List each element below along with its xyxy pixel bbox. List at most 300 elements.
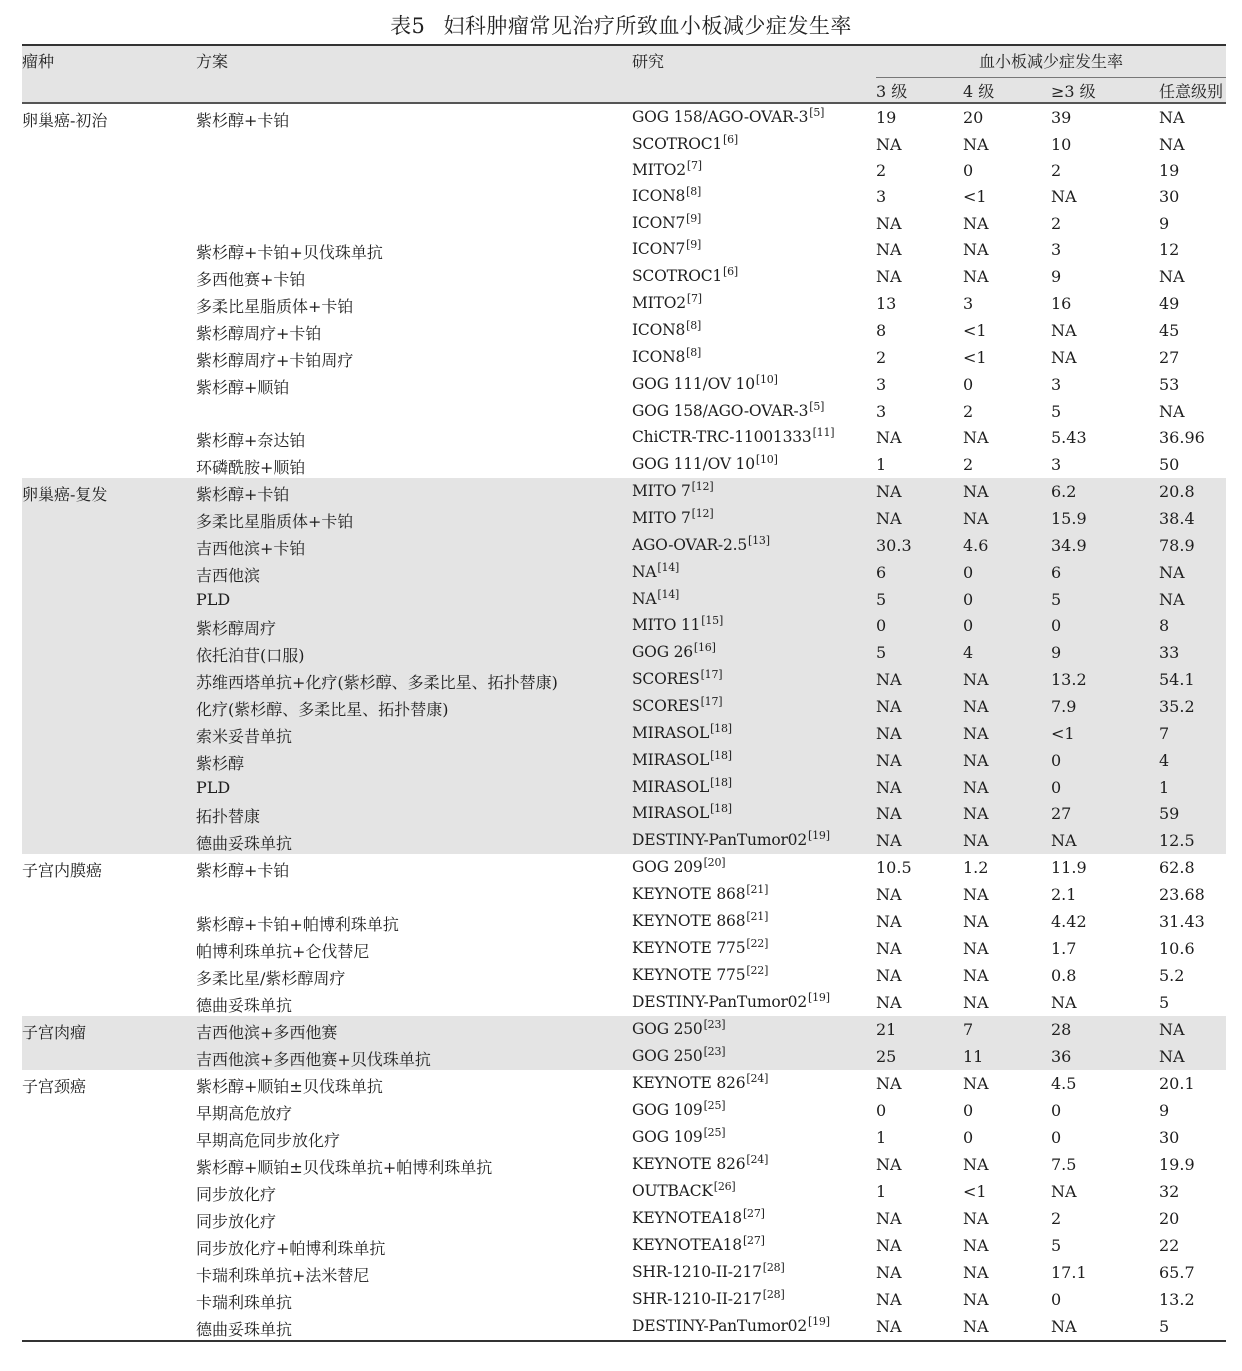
cell-grade3: NA bbox=[876, 427, 902, 447]
study-name: ICON7 bbox=[632, 239, 686, 258]
cell-grade4: NA bbox=[963, 666, 1051, 693]
cell-grade4: NA bbox=[963, 693, 1051, 720]
cell-grade3: 8 bbox=[876, 320, 887, 340]
study-name: KEYNOTE 868 bbox=[632, 885, 746, 904]
cell-study bbox=[632, 505, 876, 532]
cell-any-grade: 53 bbox=[1159, 374, 1180, 394]
cell-tumor bbox=[22, 505, 196, 532]
study-name: ICON8 bbox=[632, 187, 686, 206]
cell-tumor bbox=[22, 451, 196, 478]
cell-any-grade: 12 bbox=[1159, 239, 1180, 259]
cell-any-grade: 35.2 bbox=[1159, 693, 1226, 720]
cell-grade-ge3: 7.5 bbox=[1051, 1154, 1077, 1174]
cell-grade4: 0 bbox=[963, 1100, 974, 1120]
table-caption bbox=[0, 10, 1242, 40]
cell-grade3: NA bbox=[876, 800, 963, 827]
study-name: ICON8 bbox=[632, 320, 686, 339]
study-name: MIRASOL bbox=[632, 751, 710, 770]
table-row bbox=[22, 398, 1226, 424]
cell-grade3: 2 bbox=[876, 161, 887, 181]
cell-grade4: NA bbox=[963, 427, 989, 447]
table-row bbox=[22, 1205, 1226, 1232]
cell-grade-ge3: 10 bbox=[1051, 135, 1072, 154]
cell-grade-ge3: 17.1 bbox=[1051, 1262, 1087, 1282]
table-row bbox=[22, 612, 1226, 639]
reference-citation: [24] bbox=[746, 1071, 769, 1085]
reference-citation: [6] bbox=[723, 133, 739, 146]
reference-citation: [9] bbox=[686, 211, 702, 225]
cell-any-grade: 22 bbox=[1159, 1235, 1180, 1255]
cell-grade-ge3: 0 bbox=[1051, 774, 1159, 800]
table-row bbox=[22, 1016, 1226, 1043]
table-row bbox=[22, 371, 1226, 398]
cell-tumor bbox=[22, 1313, 196, 1341]
cell-study bbox=[632, 720, 876, 747]
cell-grade4: NA bbox=[963, 965, 989, 985]
cell-grade3: NA bbox=[876, 693, 963, 720]
cell-grade4: NA bbox=[963, 827, 1051, 854]
reference-citation: [17] bbox=[700, 695, 723, 709]
cell-grade4: NA bbox=[963, 992, 989, 1012]
cell-grade-ge3: 3 bbox=[1051, 374, 1062, 394]
cell-grade4: <1 bbox=[963, 1181, 987, 1201]
cell-grade3: 25 bbox=[876, 1043, 963, 1070]
cell-grade4: NA bbox=[963, 911, 989, 931]
study-name: GOG 111/OV 10 bbox=[632, 454, 755, 473]
cell-grade-ge3: 5 bbox=[1051, 586, 1159, 612]
reference-citation: [7] bbox=[686, 159, 702, 173]
reference-citation: [25] bbox=[703, 1125, 726, 1139]
study-name: NA bbox=[632, 562, 657, 581]
incidence-table bbox=[22, 44, 1226, 1342]
study-name: KEYNOTE 826 bbox=[632, 1154, 746, 1173]
study-name: KEYNOTE 826 bbox=[632, 1073, 746, 1092]
cell-grade-ge3: NA bbox=[1051, 187, 1077, 207]
study-name: MIRASOL bbox=[632, 804, 710, 823]
cell-tumor bbox=[22, 612, 196, 639]
study-name: GOG 26 bbox=[632, 643, 693, 662]
cell-tumor bbox=[22, 424, 196, 451]
study-name: GOG 250 bbox=[632, 1019, 703, 1038]
cell-grade-ge3: 34.9 bbox=[1051, 532, 1159, 559]
table-row bbox=[22, 236, 1226, 263]
cell-tumor bbox=[22, 774, 196, 800]
cell-grade-ge3: 36 bbox=[1051, 1043, 1159, 1070]
cell-grade4: NA bbox=[963, 1154, 989, 1174]
cell-regimen bbox=[196, 131, 632, 157]
cell-grade4: NA bbox=[963, 239, 989, 259]
reference-citation: [17] bbox=[700, 668, 723, 682]
cell-study bbox=[632, 1205, 876, 1232]
cell-tumor bbox=[22, 1097, 196, 1124]
table-row bbox=[22, 157, 1226, 183]
table-row bbox=[22, 1124, 1226, 1151]
study-name: MITO2 bbox=[632, 293, 686, 312]
cell-tumor bbox=[22, 989, 196, 1016]
cell-regimen: 帕博利珠单抗+仑伐替尼 bbox=[196, 941, 370, 961]
table-row bbox=[22, 559, 1226, 586]
cell-grade4: 20 bbox=[963, 108, 984, 127]
cell-grade4: NA bbox=[963, 938, 989, 958]
cell-grade3: 1 bbox=[876, 1127, 887, 1147]
cell-grade-ge3: NA bbox=[1051, 347, 1077, 367]
cell-study bbox=[632, 532, 876, 559]
study-name: GOG 111/OV 10 bbox=[632, 374, 755, 393]
cell-regimen: 吉西他滨+多西他赛+贝伐珠单抗 bbox=[196, 1043, 632, 1070]
reference-citation: [23] bbox=[703, 1017, 726, 1031]
reference-citation: [13] bbox=[748, 533, 770, 547]
cell-regimen: 紫杉醇周疗+卡铂 bbox=[196, 323, 322, 343]
table-row bbox=[22, 586, 1226, 612]
study-name: KEYNOTE 868 bbox=[632, 911, 746, 930]
cell-grade-ge3: NA bbox=[1051, 827, 1159, 854]
study-name: GOG 158/AGO-OVAR-3 bbox=[632, 401, 809, 420]
cell-regimen: 紫杉醇+卡铂 bbox=[196, 111, 290, 130]
cell-any-grade: NA bbox=[1159, 1043, 1226, 1070]
cell-regimen: PLD bbox=[196, 774, 632, 800]
cell-study bbox=[632, 881, 876, 907]
cell-grade3: NA bbox=[876, 266, 902, 286]
cell-regimen: 吉西他滨+多西他赛 bbox=[196, 1016, 632, 1043]
cell-grade-ge3: 9 bbox=[1051, 266, 1062, 286]
study-name: ICON7 bbox=[632, 213, 686, 232]
table-row bbox=[22, 1232, 1226, 1259]
cell-grade3: 0 bbox=[876, 1100, 887, 1120]
cell-any-grade: 20 bbox=[1159, 1208, 1180, 1228]
cell-grade-ge3: 3 bbox=[1051, 239, 1062, 259]
table-row bbox=[22, 962, 1226, 989]
study-name: SCORES bbox=[632, 670, 700, 689]
table-row bbox=[22, 720, 1226, 747]
reference-citation: [7] bbox=[686, 291, 702, 305]
cell-grade-ge3: 11.9 bbox=[1051, 858, 1087, 878]
cell-any-grade: 4 bbox=[1159, 747, 1226, 774]
cell-regimen: 索米妥昔单抗 bbox=[196, 720, 632, 747]
study-name: SCOTROC1 bbox=[632, 135, 723, 153]
cell-grade-ge3: 3 bbox=[1051, 454, 1062, 474]
cell-any-grade: NA bbox=[1159, 108, 1185, 127]
study-name: SHR-1210-II-217 bbox=[632, 1262, 762, 1281]
cell-grade3: NA bbox=[876, 1073, 902, 1093]
cell-regimen: 苏维西塔单抗+化疗(紫杉醇、多柔比星、拓扑替康) bbox=[196, 666, 632, 693]
cell-tumor: 子宫颈癌 bbox=[22, 1076, 87, 1096]
cell-grade3: NA bbox=[876, 135, 902, 154]
cell-study bbox=[632, 1259, 876, 1286]
cell-grade4: NA bbox=[963, 505, 1051, 532]
study-name: MIRASOL bbox=[632, 724, 710, 743]
cell-regimen: 拓扑替康 bbox=[196, 800, 632, 827]
cell-any-grade: 31.43 bbox=[1159, 911, 1205, 931]
study-name: KEYNOTEA18 bbox=[632, 1235, 742, 1254]
cell-regimen bbox=[196, 157, 632, 183]
cell-tumor bbox=[22, 532, 196, 559]
cell-tumor bbox=[22, 1043, 196, 1070]
reference-citation: [28] bbox=[762, 1260, 785, 1274]
cell-grade4: <1 bbox=[963, 320, 987, 340]
cell-any-grade: 20.8 bbox=[1159, 478, 1226, 505]
cell-any-grade: 9 bbox=[1159, 1100, 1170, 1120]
cell-grade-ge3: 0 bbox=[1051, 747, 1159, 774]
cell-grade4: NA bbox=[963, 478, 1051, 505]
table-row bbox=[22, 747, 1226, 774]
study-name: GOG 109 bbox=[632, 1127, 703, 1146]
cell-any-grade: 5 bbox=[1159, 1313, 1226, 1341]
cell-grade-ge3: 5 bbox=[1051, 1235, 1062, 1255]
cell-grade3: NA bbox=[876, 965, 902, 985]
study-name: NA bbox=[632, 589, 657, 608]
cell-grade4: NA bbox=[963, 266, 989, 286]
cell-grade3: 19 bbox=[876, 108, 897, 127]
header-regimen: 方案 bbox=[196, 45, 632, 103]
cell-regimen: 紫杉醇+奈达铂 bbox=[196, 430, 306, 450]
study-name: AGO-OVAR-2.5 bbox=[632, 535, 748, 554]
cell-tumor bbox=[22, 290, 196, 317]
cell-regimen: 紫杉醇+卡铂+贝伐珠单抗 bbox=[196, 242, 383, 262]
cell-any-grade: 65.7 bbox=[1159, 1262, 1195, 1282]
reference-citation: [15] bbox=[701, 614, 724, 628]
cell-grade4: 0 bbox=[963, 161, 974, 181]
table-row bbox=[22, 774, 1226, 800]
reference-citation: [12] bbox=[691, 479, 714, 493]
cell-regimen: 化疗(紫杉醇、多柔比星、拓扑替康) bbox=[196, 693, 632, 720]
cell-any-grade: 19 bbox=[1159, 161, 1180, 181]
cell-study bbox=[632, 800, 876, 827]
table-row bbox=[22, 532, 1226, 559]
cell-grade-ge3: 16 bbox=[1051, 293, 1072, 313]
cell-study bbox=[632, 1313, 876, 1341]
table-row bbox=[22, 1178, 1226, 1205]
cell-grade-ge3: 0 bbox=[1051, 1127, 1062, 1147]
cell-study bbox=[632, 774, 876, 800]
header-tumor: 瘤种 bbox=[22, 45, 196, 103]
reference-citation: [18] bbox=[710, 722, 732, 736]
cell-grade3: NA bbox=[876, 666, 963, 693]
table-row bbox=[22, 908, 1226, 935]
cell-regimen bbox=[196, 183, 632, 209]
cell-study bbox=[632, 290, 876, 317]
reference-citation: [16] bbox=[693, 641, 716, 655]
cell-study bbox=[632, 478, 876, 505]
cell-any-grade: NA bbox=[1159, 266, 1185, 286]
cell-tumor bbox=[22, 693, 196, 720]
cell-any-grade: 13.2 bbox=[1159, 1289, 1195, 1309]
cell-grade-ge3: 2 bbox=[1051, 1208, 1062, 1228]
table-row bbox=[22, 989, 1226, 1016]
cell-tumor bbox=[22, 183, 196, 209]
cell-tumor: 卵巢癌-复发 bbox=[22, 478, 196, 505]
cell-any-grade: 10.6 bbox=[1159, 938, 1195, 958]
cell-grade4: NA bbox=[963, 720, 1051, 747]
cell-grade3: NA bbox=[876, 213, 902, 233]
cell-study bbox=[632, 1178, 876, 1205]
cell-grade-ge3: 0.8 bbox=[1051, 965, 1077, 985]
cell-regimen: 卡瑞利珠单抗+法米替尼 bbox=[196, 1265, 370, 1285]
cell-tumor bbox=[22, 1178, 196, 1205]
cell-regimen: 同步放化疗 bbox=[196, 1184, 277, 1204]
cell-grade3: 1 bbox=[876, 454, 887, 474]
cell-tumor bbox=[22, 559, 196, 586]
reference-citation: [10] bbox=[755, 452, 778, 466]
reference-citation: [21] bbox=[746, 883, 769, 897]
cell-tumor bbox=[22, 1151, 196, 1178]
table-row bbox=[22, 317, 1226, 344]
cell-grade4: <1 bbox=[963, 187, 987, 207]
table-row bbox=[22, 478, 1226, 505]
reference-citation: [23] bbox=[703, 1044, 726, 1058]
cell-any-grade: NA bbox=[1159, 586, 1226, 612]
cell-grade4: NA bbox=[963, 213, 989, 233]
cell-grade3: NA bbox=[876, 747, 963, 774]
cell-any-grade: 32 bbox=[1159, 1181, 1180, 1201]
cell-tumor bbox=[22, 371, 196, 398]
reference-citation: [25] bbox=[703, 1098, 726, 1112]
cell-regimen: 多柔比星脂质体+卡铂 bbox=[196, 296, 354, 316]
cell-regimen: 吉西他滨 bbox=[196, 559, 632, 586]
reference-citation: [11] bbox=[812, 425, 835, 439]
reference-citation: [21] bbox=[746, 909, 769, 923]
cell-grade4: 0 bbox=[963, 586, 1051, 612]
cell-any-grade: 38.4 bbox=[1159, 505, 1226, 532]
study-name: MIRASOL bbox=[632, 778, 710, 797]
cell-study bbox=[632, 586, 876, 612]
cell-study bbox=[632, 131, 876, 157]
cell-study bbox=[632, 424, 876, 451]
cell-study bbox=[632, 103, 876, 131]
cell-grade3: NA bbox=[876, 505, 963, 532]
reference-citation: [22] bbox=[746, 963, 769, 977]
reference-citation: [19] bbox=[808, 1314, 830, 1328]
cell-grade4: NA bbox=[963, 747, 1051, 774]
study-name: DESTINY-PanTumor02 bbox=[632, 1316, 807, 1335]
cell-grade4: 0 bbox=[963, 559, 1051, 586]
cell-grade3: 5 bbox=[876, 586, 963, 612]
cell-grade3: NA bbox=[876, 1154, 902, 1174]
cell-any-grade: 45 bbox=[1159, 320, 1180, 340]
cell-regimen: 紫杉醇+卡铂 bbox=[196, 861, 290, 881]
cell-grade3: 0 bbox=[876, 612, 963, 639]
cell-any-grade: 1 bbox=[1159, 774, 1226, 800]
reference-citation: [10] bbox=[755, 372, 778, 386]
cell-grade-ge3: 0 bbox=[1051, 612, 1159, 639]
table-row bbox=[22, 451, 1226, 478]
reference-citation: [20] bbox=[703, 856, 726, 870]
cell-tumor bbox=[22, 666, 196, 693]
study-name: GOG 109 bbox=[632, 1100, 703, 1119]
cell-study bbox=[632, 451, 876, 478]
cell-grade-ge3: 6 bbox=[1051, 559, 1159, 586]
cell-regimen: 吉西他滨+卡铂 bbox=[196, 532, 632, 559]
table-row bbox=[22, 210, 1226, 236]
cell-regimen bbox=[196, 398, 632, 424]
cell-tumor bbox=[22, 800, 196, 827]
study-name: SCOTROC1 bbox=[632, 266, 723, 285]
table-row bbox=[22, 1313, 1226, 1341]
cell-grade3: NA bbox=[876, 992, 902, 1012]
cell-tumor bbox=[22, 1286, 196, 1313]
cell-tumor bbox=[22, 1232, 196, 1259]
cell-tumor: 卵巢癌-初治 bbox=[22, 111, 108, 130]
cell-grade-ge3: 27 bbox=[1051, 800, 1159, 827]
table-container bbox=[22, 44, 1226, 1342]
cell-grade3: NA bbox=[876, 1208, 902, 1228]
cell-study bbox=[632, 962, 876, 989]
table-row bbox=[22, 693, 1226, 720]
cell-tumor: 子宫肉瘤 bbox=[22, 1016, 196, 1043]
cell-grade3: NA bbox=[876, 827, 963, 854]
header-any-grade: 任意级别 bbox=[1159, 78, 1226, 104]
cell-any-grade: 59 bbox=[1159, 800, 1226, 827]
cell-any-grade: 30 bbox=[1159, 187, 1180, 207]
cell-tumor bbox=[22, 639, 196, 666]
cell-grade4: 2 bbox=[963, 454, 974, 474]
cell-grade-ge3: 9 bbox=[1051, 639, 1159, 666]
cell-tumor: 子宫内膜癌 bbox=[22, 861, 103, 881]
reference-citation: [8] bbox=[686, 318, 702, 332]
cell-grade3: NA bbox=[876, 720, 963, 747]
cell-grade4: NA bbox=[963, 135, 989, 154]
reference-citation: [26] bbox=[713, 1179, 736, 1193]
study-name: SHR-1210-II-217 bbox=[632, 1289, 762, 1308]
study-name: SCORES bbox=[632, 697, 700, 716]
reference-citation: [28] bbox=[762, 1287, 785, 1301]
cell-regimen: 紫杉醇周疗 bbox=[196, 612, 632, 639]
table-title: 妇科肿瘤常见治疗所致血小板减少症发生率 bbox=[443, 14, 852, 38]
cell-study bbox=[632, 612, 876, 639]
table-row bbox=[22, 290, 1226, 317]
cell-any-grade: 5 bbox=[1159, 992, 1170, 1012]
cell-grade-ge3: NA bbox=[1051, 1181, 1077, 1201]
cell-study bbox=[632, 183, 876, 209]
cell-grade3: 5 bbox=[876, 639, 963, 666]
cell-grade-ge3: 4.42 bbox=[1051, 911, 1087, 931]
cell-grade3: 10.5 bbox=[876, 858, 912, 878]
cell-regimen: 紫杉醇+卡铂+帕博利珠单抗 bbox=[196, 914, 399, 934]
header-grade3: 3 级 bbox=[876, 78, 963, 104]
cell-any-grade: 5.2 bbox=[1159, 965, 1185, 985]
study-name: KEYNOTE 775 bbox=[632, 938, 746, 957]
cell-study bbox=[632, 1016, 876, 1043]
cell-regimen: 紫杉醇+顺铂±贝伐珠单抗 bbox=[196, 1076, 383, 1096]
reference-citation: [22] bbox=[746, 936, 769, 950]
study-name: GOG 250 bbox=[632, 1046, 703, 1065]
cell-grade-ge3: 28 bbox=[1051, 1016, 1159, 1043]
reference-citation: [14] bbox=[657, 560, 680, 574]
table-row bbox=[22, 1286, 1226, 1313]
cell-grade4: 0 bbox=[963, 612, 1051, 639]
cell-study bbox=[632, 1151, 876, 1178]
cell-study bbox=[632, 693, 876, 720]
cell-grade3: NA bbox=[876, 478, 963, 505]
cell-grade-ge3: 7.9 bbox=[1051, 693, 1159, 720]
study-name: OUTBACK bbox=[632, 1181, 713, 1200]
cell-tumor bbox=[22, 881, 196, 907]
table-row bbox=[22, 666, 1226, 693]
cell-regimen: 紫杉醇+卡铂 bbox=[196, 478, 632, 505]
table-body bbox=[22, 103, 1226, 1341]
cell-tumor bbox=[22, 1259, 196, 1286]
cell-any-grade: 30 bbox=[1159, 1127, 1180, 1147]
cell-tumor bbox=[22, 586, 196, 612]
table-row bbox=[22, 639, 1226, 666]
cell-grade-ge3: 0 bbox=[1051, 1100, 1062, 1120]
cell-tumor bbox=[22, 747, 196, 774]
reference-citation: [19] bbox=[808, 829, 830, 843]
reference-citation: [5] bbox=[809, 106, 825, 119]
cell-grade-ge3: NA bbox=[1051, 320, 1077, 340]
cell-grade-ge3: 13.2 bbox=[1051, 666, 1159, 693]
cell-any-grade: 19.9 bbox=[1159, 1154, 1195, 1174]
cell-grade3: NA bbox=[876, 1262, 902, 1282]
